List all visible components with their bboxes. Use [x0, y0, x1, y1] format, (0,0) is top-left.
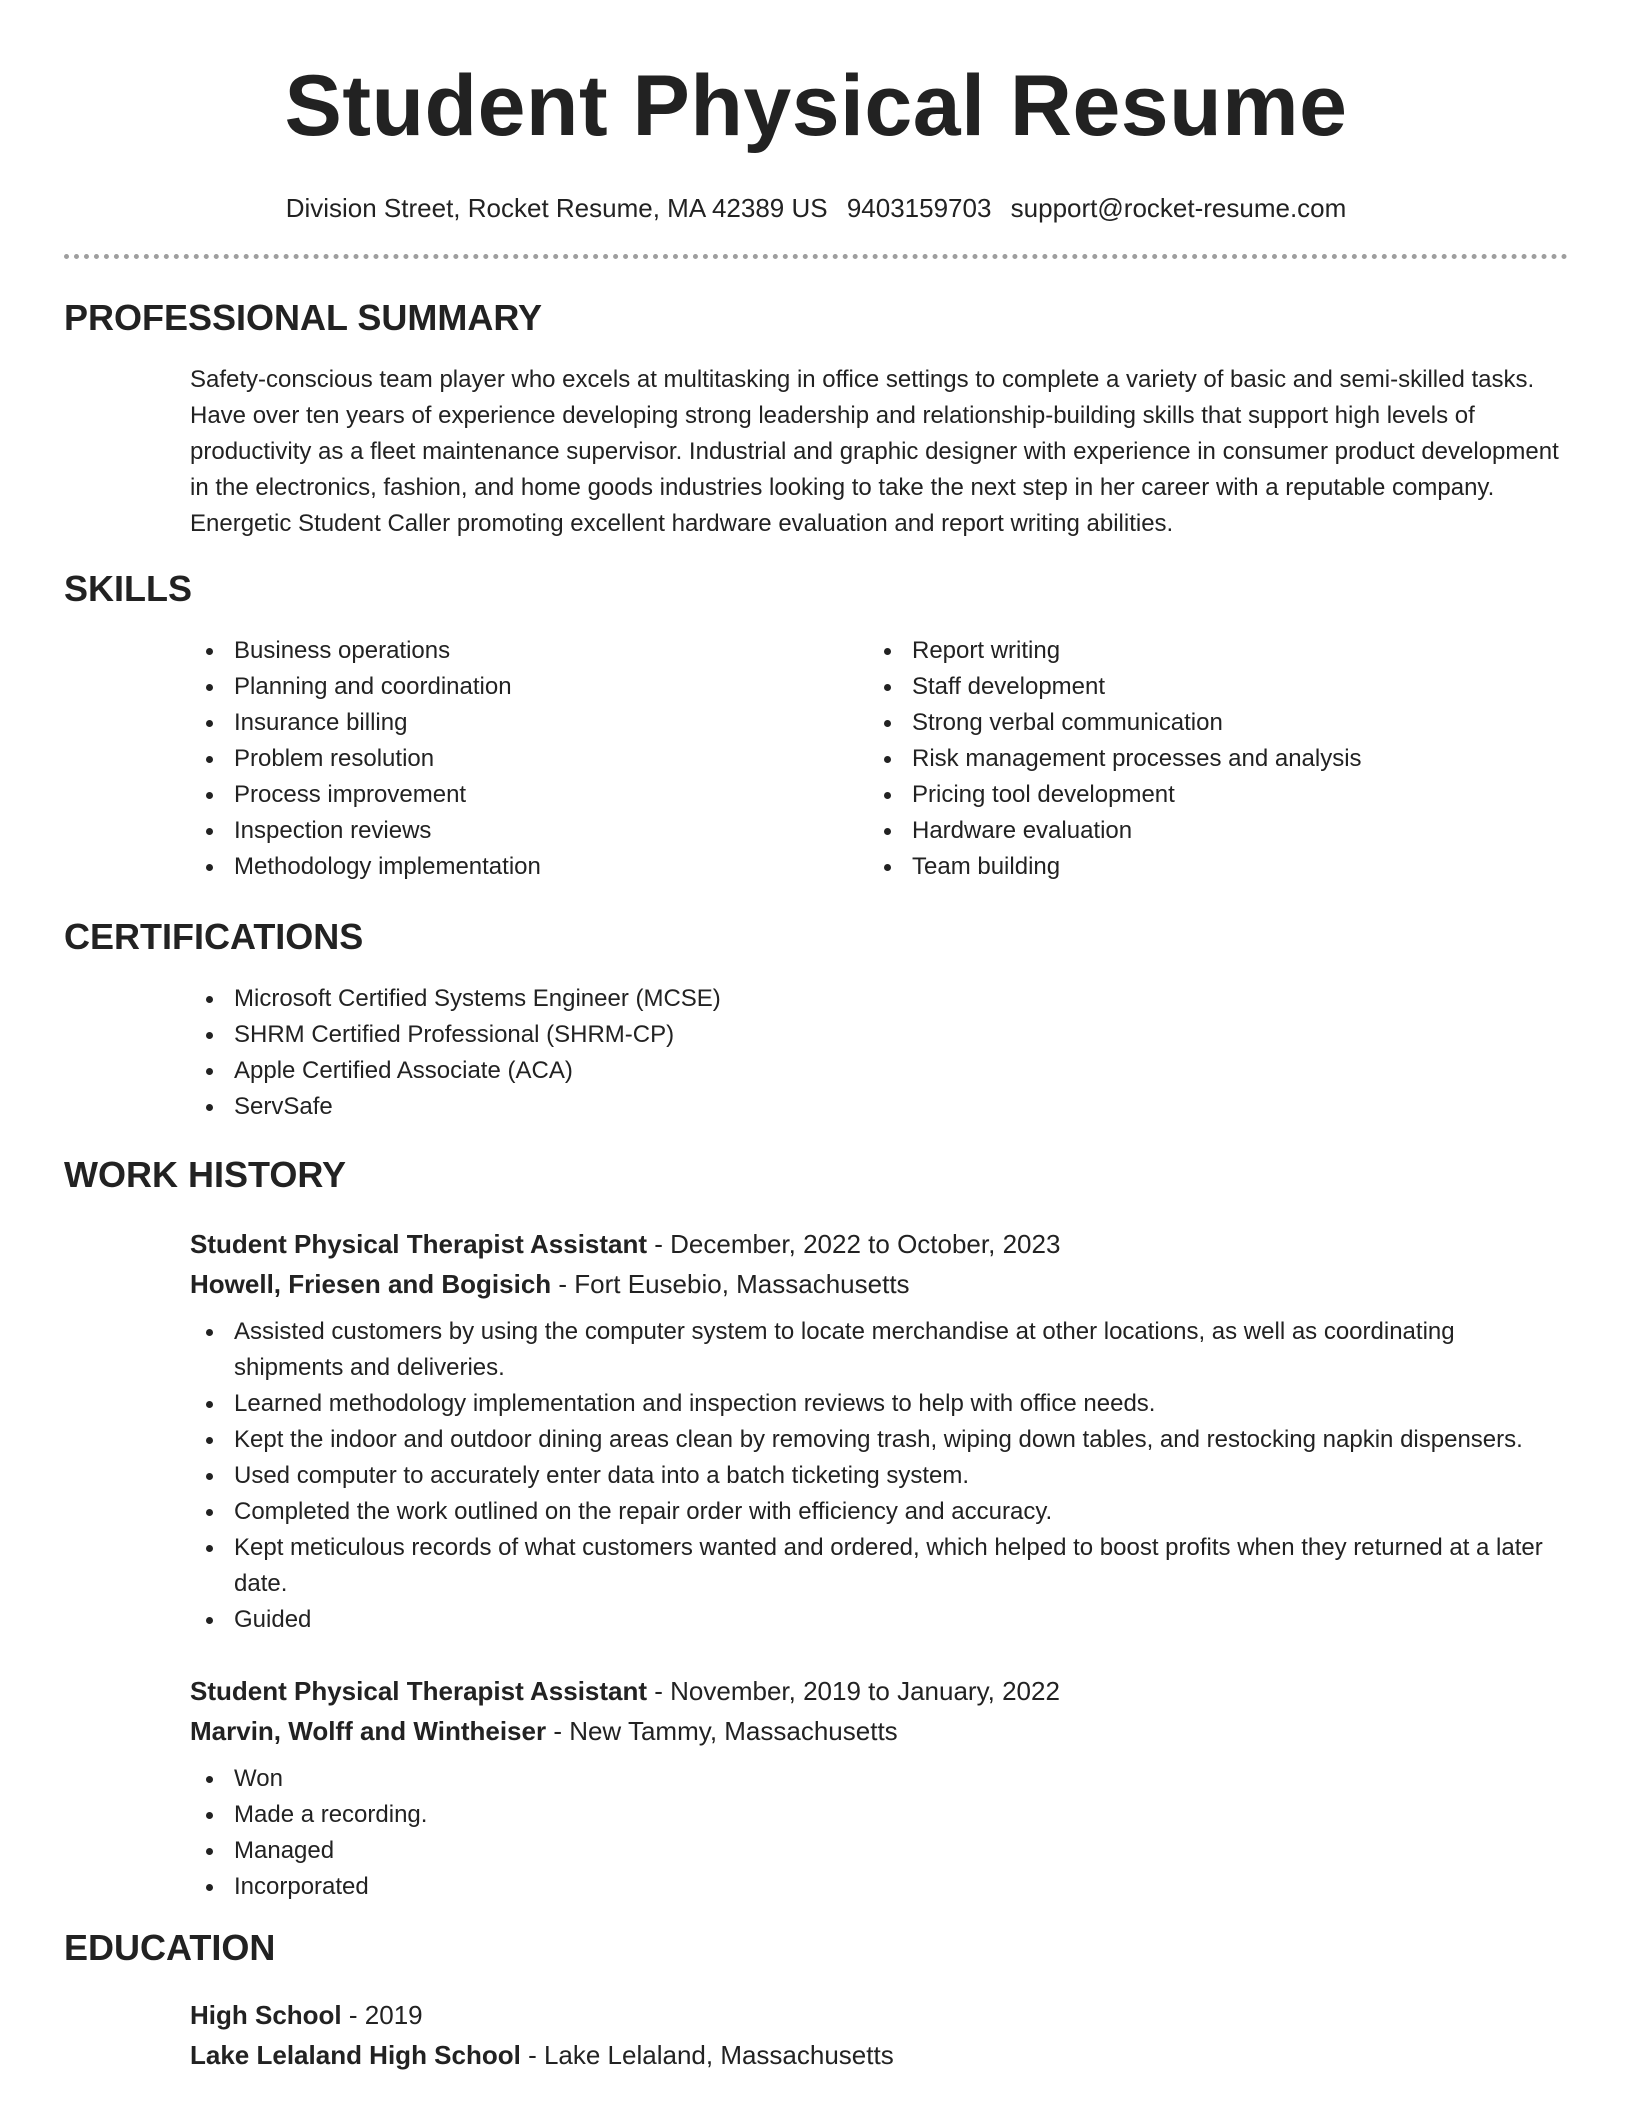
job-company-line	[190, 1711, 1568, 1751]
job-duty-item: Guided	[190, 1602, 1568, 1638]
summary-text: Safety-conscious team player who excels at multitasking in office settings to complete a variety of basic and semi-skilled tasks. Have over ten years of experience developing strong leadership and relationship-building skills that support high levels of productivity as a fleet maintenance supervisor. Industrial and graphic designer with experience in consumer product development in the electronics, fashion, and home goods industries looking to take the next step in her career with a reputable company. Energetic Student Caller promoting excellent hardware evaluation and report writing abilities.	[190, 366, 1559, 537]
job-company: Marvin, Wolff and Wintheiser	[190, 1716, 547, 1746]
skills-right-column	[868, 633, 1546, 885]
job-entry	[190, 1671, 1568, 1905]
job-dates: - December, 2022 to October, 2023	[647, 1229, 1061, 1259]
job-duty-item: Incorporated	[190, 1869, 1568, 1905]
contact-line	[64, 192, 1568, 224]
skill-item: Report writing	[868, 633, 1546, 669]
skills-left-column	[190, 633, 868, 885]
education-school-line	[190, 2035, 1568, 2075]
education-location: - Lake Lelaland, Massachusetts	[520, 2040, 894, 2070]
education-school: Lake Lelaland High School	[190, 2040, 521, 2070]
contact-address: Division Street, Rocket Resume, MA 42389 US	[285, 193, 828, 223]
certification-item: Apple Certified Associate (ACA)	[190, 1053, 1568, 1089]
education-entry	[190, 1995, 1568, 2075]
certification-item: SHRM Certified Professional (SHRM-CP)	[190, 1017, 1568, 1053]
skill-item: Problem resolution	[190, 741, 868, 777]
skills-grid	[190, 633, 1568, 885]
skills-section	[64, 567, 1568, 885]
job-entry	[190, 1224, 1568, 1638]
skill-item: Insurance billing	[190, 705, 868, 741]
skill-item: Staff development	[868, 669, 1546, 705]
summary-title: PROFESSIONAL SUMMARY	[64, 297, 543, 338]
skill-item: Hardware evaluation	[868, 813, 1546, 849]
job-duty-item: Kept meticulous records of what customers wanted and ordered, which helped to boost profits when they returned at a later date.	[190, 1530, 1568, 1602]
job-duty-item: Kept the indoor and outdoor dining areas clean by removing trash, wiping down tables, and restocking napkin dispensers.	[190, 1422, 1568, 1458]
skill-item: Process improvement	[190, 777, 868, 813]
job-duty-item: Completed the work outlined on the repair order with efficiency and accuracy.	[190, 1494, 1568, 1530]
job-duty-item: Managed	[190, 1833, 1568, 1869]
job-duties-list	[190, 1761, 1568, 1905]
certification-item: Microsoft Certified Systems Engineer (MCSE)	[190, 981, 1568, 1017]
summary-section	[64, 296, 1568, 542]
education-year: - 2019	[341, 2000, 423, 2030]
certifications-section	[64, 915, 1568, 1125]
education-section	[64, 1926, 1568, 1970]
job-duty-item: Used computer to accurately enter data into a batch ticketing system.	[190, 1458, 1568, 1494]
candidate-name: Student Physical Resume	[284, 58, 1348, 154]
education-title: EDUCATION	[64, 1927, 276, 1968]
header-divider	[64, 254, 1568, 259]
skill-item: Planning and coordination	[190, 669, 868, 705]
skill-item: Pricing tool development	[868, 777, 1546, 813]
skill-item: Risk management processes and analysis	[868, 741, 1546, 777]
skill-item: Business operations	[190, 633, 868, 669]
job-duty-item: Learned methodology implementation and inspection reviews to help with office needs.	[190, 1386, 1568, 1422]
job-title-line	[190, 1224, 1568, 1264]
skill-item: Inspection reviews	[190, 813, 868, 849]
education-degree-line	[190, 1995, 1568, 2035]
job-company-line	[190, 1264, 1568, 1304]
job-company: Howell, Friesen and Bogisich	[190, 1269, 552, 1299]
job-duties-list	[190, 1314, 1568, 1638]
job-position: Student Physical Therapist Assistant	[190, 1229, 648, 1259]
certification-item: ServSafe	[190, 1089, 1568, 1125]
skill-item: Team building	[868, 849, 1546, 885]
certifications-title: CERTIFICATIONS	[64, 916, 364, 957]
job-location: - Fort Eusebio, Massachusetts	[551, 1269, 910, 1299]
work-history-section	[64, 1153, 1568, 1197]
skill-item: Methodology implementation	[190, 849, 868, 885]
skills-title: SKILLS	[64, 568, 193, 609]
skill-item: Strong verbal communication	[868, 705, 1546, 741]
contact-phone: 9403159703	[846, 193, 992, 223]
job-duty-item: Made a recording.	[190, 1797, 1568, 1833]
job-position: Student Physical Therapist Assistant	[190, 1676, 648, 1706]
work-history-title: WORK HISTORY	[64, 1154, 347, 1195]
job-duty-item: Assisted customers by using the computer system to locate merchandise at other locations, as well as coordinating shipments and deliveries.	[190, 1314, 1568, 1386]
job-title-line	[190, 1671, 1568, 1711]
job-location: - New Tammy, Massachusetts	[546, 1716, 898, 1746]
job-duty-item: Won	[190, 1761, 1568, 1797]
job-dates: - November, 2019 to January, 2022	[647, 1676, 1060, 1706]
contact-email: support@rocket-resume.com	[1010, 193, 1347, 223]
education-degree: High School	[190, 2000, 342, 2030]
certifications-list	[190, 981, 1568, 1125]
